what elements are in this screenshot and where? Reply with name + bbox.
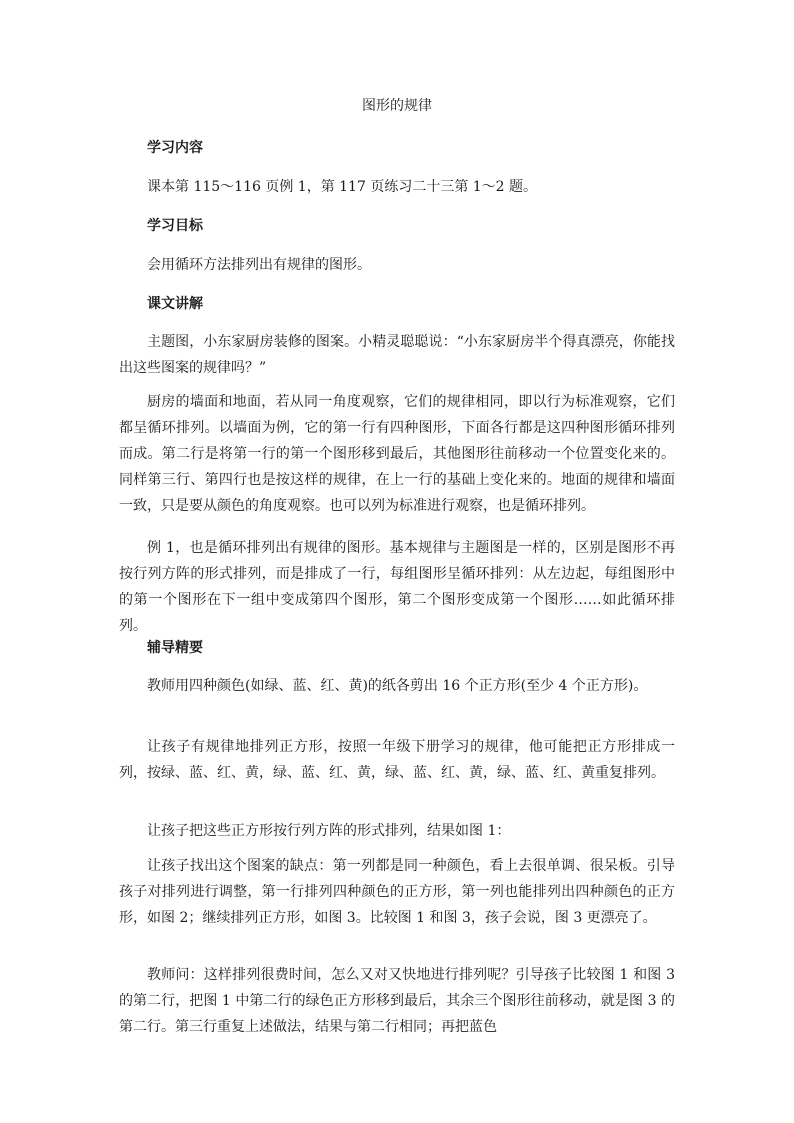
paragraph-example-1: 例 1，也是循环排列出有规律的图形。基本规律与主题图是一样的，区别是图形不再按行列方阵的形式排列，而是排成了一行，每组图形呈循环排列：从左边起，每组图形中的第一个图形在下一组中变成第四个图形，第二个图形变成第一个图形……如此循环排列。 xyxy=(119,540,675,634)
section-heading-learning-content: 学习内容 xyxy=(147,140,203,156)
paragraph-teacher-prepare: 教师用四种颜色(如绿、蓝、红、黄)的纸各剪出 16 个正方形(至少 4 个正方形)。 xyxy=(147,678,648,694)
paragraph-learning-goals: 会用循环方法排列出有规律的图形。 xyxy=(147,257,371,273)
section-heading-learning-goals: 学习目标 xyxy=(147,218,203,234)
page-title: 图形的规律 xyxy=(362,98,432,114)
paragraph-find-defects: 让孩子找出这个图案的缺点：第一列都是同一种颜色，看上去很单调、很呆板。引导孩子对排列进行调整，第一行排列四种颜色的正方形，第一列也能排列出四种颜色的正方形，如图 2；继续排列正方形，如图 3。比较图 1 和图 3，孩子会说，图 3 更漂亮了。 xyxy=(119,858,675,926)
paragraph-matrix-arrange: 让孩子把这些正方形按行列方阵的形式排列，结果如图 1： xyxy=(147,823,511,839)
section-heading-lesson-explanation: 课文讲解 xyxy=(147,296,203,312)
paragraph-kitchen-pattern: 厨房的墙面和地面，若从同一角度观察，它们的规律相同，即以行为标准观察，它们都呈循环排列。以墙面为例，它的第一行有四种图形，下面各行都是这四种图形循环排列而成。第二行是将第一行的第一个图形移到最后，其他图形往前移动一个位置变化来的。同样第三行、第四行也是按这样的规律，在上一行的基础上变化来的。地面的规律和墙面一致，只是要从颜色的角度观察。也可以列为标准进行观察，也是循环排列。 xyxy=(119,394,675,514)
paragraph-theme-picture: 主题图，小东家厨房装修的图案。小精灵聪聪说：“小东家厨房半个得真漂亮，你能找出这些图案的规律吗？” xyxy=(119,334,675,376)
paragraph-teacher-question: 教师问：这样排列很费时间，怎么又对又快地进行排列呢？引导孩子比较图 1 和图 3 的第二行，把图 1 中第二行的绿色正方形移到最后，其余三个图形往前移动，就是图 3 的第二行。第三行重复上述做法，结果与第二行相同；再把蓝色 xyxy=(119,967,675,1035)
paragraph-arrange-squares: 让孩子有规律地排列正方形，按照一年级下册学习的规律，他可能把正方形排成一列，按绿、蓝、红、黄，绿、蓝、红、黄，绿、蓝、红、黄，绿、蓝、红、黄重复排列。 xyxy=(119,739,675,781)
paragraph-learning-content: 课本第 115～116 页例 1，第 117 页练习二十三第 1～2 题。 xyxy=(147,179,538,195)
section-heading-tutoring-essentials: 辅导精要 xyxy=(147,640,203,656)
